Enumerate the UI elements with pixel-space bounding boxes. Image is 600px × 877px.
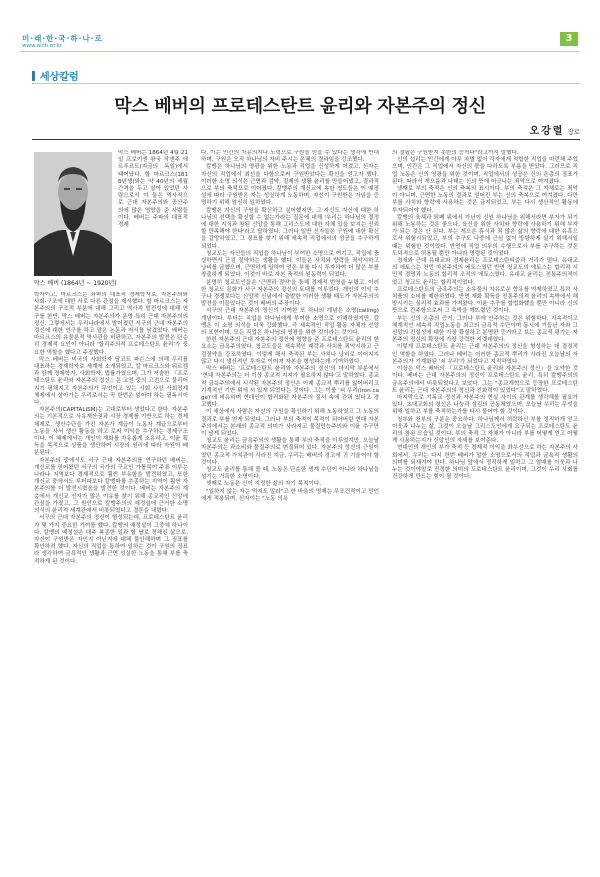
article-paragraph: 이 세상에서 사람은 자신의 구원을 확신하기 위해 노동하였고 그 노동의 결과로 부를 얻게 되었다. 그러나 부의 축적이 목적이 되어버린 현대 자본주의에서는 본래의 종교적 의미가 사라지고 물질만능주의와 이윤 추구만이 남게 되었다. xyxy=(201,409,379,437)
article-title: 막스 베버의 프로테스탄트 윤리와 자본주의 정신 xyxy=(114,96,486,117)
page-number-badge: 3 xyxy=(560,32,578,46)
article-paragraph: 막스 베버는 '프로테스탄트 윤리와 자본주의 정신'의 마지막 부분에서 '현대 자본주의는 더 이상 종교적 지지가 필요하지 않다'고 말하였다. 종교적 금욕주의에서 시작된 자본주의 정신은 이제 종교적 뿌리를 잃어버리고 기계적인 기반 위에 서 있게 되었다는 것이다. 그는 이를 '쇠 우리(iron cage)'에 비유하며 현대인이 합리화된 자본주의 질서 속에 갇혀 있다고 경고했다. xyxy=(201,366,379,409)
article-paragraph: 서구의 근대 자본주의 정신이 형성되는데, 프로테스탄트 윤리가 몇 가지 중요한 기여를 했다. 칼뱅의 예정설이 그중에 하나이다. 칼뱅의 예정설은 대주 복종한 일과 할 날로 정해진 삶으로, 자신이 구원받은 자인지 아닌지에 대해 불안해하며 그 징표를 확인하려 했다. 자신의 직업을 통하여 일하는 것이 구원의 징표라 생각하여 금욕적인 생활과 근면 성실한 노동을 통해 부를 축적하게 된 것이다. xyxy=(34,515,188,565)
article-paragraph: 자본주의 중에서도 서구 근대 자본주의를 연구하던 베버는, 개신교를 믿어왔던 서구의 국가의 구교인 가톨릭이 주류 이루는 나라나 지역보다 경제적으로 훨씬 부유함을 발견하였고, 또한 개신교 중에서도 루터파보다 칼뱅파를 추종하는 지역이 훨씬 자본주의를 더 발전시켰음을 발견한 것이다. 베버는 자본주의 계층에서 개신교 신자가 많은 이유를 찾기 위해 종교적인 신앙에 관심을 가졌고, 그 원인으로 칼뱅주의의 예정설에 근거한 소명 의식의 윤리적 세계관에서 비롯되었다고 결론을 내렸다. xyxy=(34,457,188,515)
article-paragraph: 칼뱅은 자신의 구원을 확신하고 싶어했지만, 그 자신도 자신에 대한 하나님의 선택을 확신할 수 없는가라는 질문에 대해 '우리는 하나님의 결정에 대한 지식과 참된 신앙을 통해 그리스도에 대한 자체 있을 보지는 신뢰할 만족해야 한다'라고 답하였다. 그러나 일반 신자들은 구원에 대한 확신을 갈망하였고, 그 징표를 찾기 위해 세속적 직업에서의 성공을 추구하게 되었다. xyxy=(201,207,379,250)
article-paragraph: 이상은 막스 베버의 『프로테스탄트 윤리와 자본주의 정신』을 요약한 것이다. 베버는 근대 자본주의의 정신이 프로테스탄트 윤리, 특히 칼뱅주의의 금욕주의에서 비롯되었다고 보았다. 그는 "종교개혁으로 등장한 프로테스탄트 윤리는 근대 자본주의의 정신과 친화력이 있었다"고 말하였다. xyxy=(392,366,578,394)
article-paragraph: 정세와 근대 유대교와 경제윤리는 프로테스탄티즘과 거리가 멀다. 유대교의 에토스는 천민 자본주의의 에토스였던 반면 청교도의 에토스는 합리적 시민적 경영과 노동의 합리적 조직의 에토스였다. 유대교 윤리는 전통주의적이었고 청교도 윤리는 합리적이었다. xyxy=(392,258,578,286)
section-divider xyxy=(32,83,580,84)
section-tag xyxy=(32,68,79,83)
article-column-2 xyxy=(201,150,379,857)
publication-title: 미·래·한·국·하·나·로 xyxy=(22,34,103,43)
article-paragraph: 신의 섭리는 인간에게 아무 차별 없이 각자에게 적합한 직업을 마련해 주었으며, 인간은 그 직업에서 자신의 몫을 다하도록 부름을 받았다. 그러므로 직업 노동은 신의 영광을 위한 것이며, 직업에서의 성공은 신의 은총의 징표가 된다. 따라서 게으름과 나태는 신의 뜻에 어긋나는 죄악으로 여겨졌다. xyxy=(392,157,578,185)
photo-caption: 막스 베버 (1864년 ~ 1920년) xyxy=(34,280,117,287)
article-paragraph: 청교도 윤리를 통해 볼 때, 노동은 단순한 생계 수단이 아니라 하나님을 섬기는 거룩한 소명이다. xyxy=(201,466,379,481)
section-tag-label: 세상칼럼 xyxy=(40,72,79,83)
header-divider xyxy=(20,51,580,52)
article-paragraph: 셋째로 노동은 신이 지정한 삶의 자기 목적이다. xyxy=(206,481,322,488)
article-paragraph: 서구의 근대 자본주의 정신의 기여한 또 하나의 개념은 소명(calling) 개념이다. 루터는 직업을 하나님에게 부여한 소명으로 이해하였지만, 칼뱅은 이 소명 의식을 더욱 강화했다. 즉 세속적인 직업 활동 자체가 신앙의 표현이며, 모든 직업은 하나님의 영광을 위한 것이라는 것이다. xyxy=(201,308,379,337)
article-paragraph: 학자이고, 마르크스는 좌파의 대표적 경제학자로, 자본주의와 사회·구조에 대한 서로 다른 관점을 제시했다. 할 마르크스는 자본주의의 구조적 부분에 대해 그리고 역사적 발전성에 대해 연구를 한반, 막스 베버는 자본주의가 운영 특히 근대 자본주의의 정신, 그렇에서는 우리나라에서 발어졌던 서구의 근대 자본주의 정신에 대한 연구를 하고 말은 논문과 저서를 남겼었다. 베버는 마르크스의 유물론적 역사관을 비판하고, 자본주의 발전은 단순히 경제적 요인이 아니라 '합리주의적 프로테스탄트 윤리'가 중요한 역할을 했다고 주장했다. xyxy=(34,292,188,356)
article-column-1-bottom xyxy=(34,292,188,857)
article-paragraph: 의 결핍은 구원받지 못한의 증거다"라고까지 말했다. xyxy=(392,150,519,156)
article-paragraph: 자본주의(CAPITALISM)는 고대로부터 생었다고 한다. 자본주의는 기본적으로 사유재산권과 시장 경제를 기반으로 하는 경제 체제로, 생산수단을 가진 자본가 계급이 노동자 계급으로부터 노동을 사서 생산 활동을 하고 로써 이익을 추구하는 경제구조이다. 이 체제에서는 개인이 재화를 자유롭게 소유하고, 이윤 획득을 목적으로 상품을 생산하여 시장의 원리에 따라 자원이 배분된다. xyxy=(34,407,188,457)
article-paragraph: 다. 이는 인간의 자유의지나 노력으로 구원을 얻을 수 있다는 생각에 반대하며, 구원은 오직 하나님의 자비 주시는 은혜의 결과임을 강조했다. xyxy=(201,150,379,164)
article-paragraph: 칼뱅은 하나님의 영광을 위한 노동과 직업을 신성하게 여겼고, 신자는 자신의 직업에서 최선을 다함으로써 구원받았다는 확신을 얻고자 했다. 이러한 소명 의식은 근면과 검약, 절제의 생활 윤리를 만들어냈고, 결과적으로 부의 축적으로 이어졌다. 칼뱅주의 개신교에 속한 청도들은 이 예정설에 따라 구원받은 자는 성실하게 노동하며, 자신이 구원받은 자임을 증명하기 위해 열심히 일하였다. xyxy=(201,164,379,207)
section-bar-icon xyxy=(32,71,35,81)
article-paragraph: 이렇게 프로테스탄트 윤리는 근대 자본주의의 정신을 형성하는 데 결정적인 역할을 하였다. 그러나 베버는 이러한 종교적 뿌리가 사라진 오늘날의 자본주의가 기계화된 '쇠 우리'가 되었다고 지적하였다. xyxy=(392,344,578,365)
article-column-1-top xyxy=(118,150,188,290)
article-paragraph: 청교도는 자신들의 직업을 하나님이 부여한 소명으로 여기고, 직업에 충실하면서 근검 절약하는 생활을 했다. 이들은 사치와 향락을 죄악시하고 낭비를 금했으며, 근면하게 일하여 얻은 부를 다시 투자하여 더 많은 부를 창출하게 되었다. 이것이 바로 자본 축적의 원동력이 되었다. xyxy=(201,250,379,279)
article-paragraph: 프로테스탄트의 금욕주의는 소유물의 자유로운 향유를 억제하였고 특히 사치품의 소비를 제한하였다. 반면 재화 획득을 전통주의적 윤리의 속박에서 해방시키는 심리적 효과를 가져왔다. 이윤 추구를 합법화했을 뿐만 아니라 신의 뜻으로 간주함으로써 그 속박을 깨뜨렸던 것이다. xyxy=(392,286,578,315)
article-paragraph: 부는 신의 은총의 증거, 그러나 부에 안주하는 것은 위험하다. 지속적이고 체계적인 세속적 직업노동을 최고의 금욕적 수단이며 동시에 거듭난 자와 그 신앙의 진실성에 대한 가장 확실하고 분명한 증거라고 보는 종교적 평가는 자본주의 정신의 확장에 가장 강력한 지렛대였다. xyxy=(392,315,578,344)
article-paragraph: 마지막으로 기독교 정신과 자본주의 현실 사이의 관계를 생각해볼 필요가 있다. 초대교회의 정신은 나눔과 섬김의 공동체였으며, 오늘날 우리는 무엇을 위해 일하고 부를 축적하는가를 다시 물어야 할 것이다. xyxy=(392,394,578,416)
article-paragraph: 막스 베버는 미국의 사회학자 탈코트 파슨스에 의해 우리를 대표하는 경제학자로 세계에 소개되었고, 칼 마르크스와 뒤르켐과 함께 경제학자, 사회학자, 법률가였으며, 그가 저술한 『프로테스탄트 윤리와 자본주의 정신』은 고전 중의 고전으로 불리어지기 평해지고 자본주의가 무엇이고 있는 사회 사상 사회경제 체제에서 살아가는 우리로서는 꼭 한번은 읽어야 하는 필독서이다. xyxy=(34,356,188,407)
article-paragraph: 분명히 청교도인들은 '근면과 절약'을 통해 경제적 번영을 누렸고, 이러한 청교도 문화가 서구 자본주의 정신의 토대를 이루었다. 개인의 이익 추구나 경쟁보다는 신앙적 신념에서 출발한 이러한 생활 태도가 자본주의의 발전을 이끌었다는 것이 베버의 주장이다. xyxy=(201,279,379,308)
article-column-3 xyxy=(392,150,578,857)
article-paragraph: 현대인의 개인의 부가 축적 등 경제적 이익을 최우선으로 하는 자본주의 사회에서, 우리는 다시 한번 베버가 말한 소명으로서의 직업과 금욕적 생활의 의미를 되새겨야 한다. 하나님 앞에서 정직하게 일하고 그 열매를 이웃과 나누는 것이야말로 진정한 의미의 프로테스탄트 윤리이며, 그것이 우리 사회를 건강하게 만드는 힘이 될 것이다. xyxy=(392,445,578,481)
author-name: 오강렬 xyxy=(529,126,565,137)
article-paragraph: 넷째로 부의 축적은 신의 축복의 표시이다. 부의 축적은 그 자체로는 죄악이 아니며, 근면한 노동의 결과로 얻어진 부는 신의 축복으로 여겨졌다. 다만 부를 사치와 향락에 사용하는 것은 금지되었고, 부는 다시 생산적인 활동에 투자되어야 했다. xyxy=(392,186,578,214)
page-header xyxy=(0,0,600,52)
article-paragraph: "일하지 않는 자는 먹지도 말라"고 한 바울의 명제는 무조건적이고 만인에게 적용되며, 신자이는 "노동 의욕 xyxy=(201,488,379,502)
article-paragraph: 칼뱅의 육체과 퇴폐 위에서 가난이 신원 하나님을 위해서라면 부자가 되기 위해 노동하는 것은 좋으나, 육신을 위한 사치와 향락에 사용하기 위해 부자가 되는 것은 안 된다. 부는 게으른 휴식과 죄 많은 삶의 향락에 대한 유혹으로서 위험시되었고, 부의 추구도 나중에 근심 없이 방탕하게 살기 위해서일 때는 위험한 것이었다. 반면에 직업 의무의 수행으로서 부를 추구하는 것은 도덕적으로 허용될 뿐만 아니라 명령된 것이었다. xyxy=(392,214,578,257)
portrait-illustration xyxy=(34,152,112,276)
author-role: 장로 xyxy=(567,128,580,136)
article-paragraph: 청부와 천부의 구분은 중요하다. 하나님께서 허락하신 부를 정직하게 얻고 이웃과 나누는 삶, 그것이 오늘날 그리스도인에게 요구되는 프로테스탄트 윤리의 참된 모습일 것이다. 부의 축적 그 자체가 아니라 부를 어떻게 얻고 어떻게 사용하는지가 신앙인의 자세를 보여준다. xyxy=(392,416,578,445)
author-byline xyxy=(529,122,580,137)
article-paragraph: 청교도 윤리는 금욕주의의 생활을 통해 부의 축적을 이루었지만, 오늘날 자본주의는 과소비와 물질주의로 변질되어 있다. 자본주의 정신의 근원이었던 종교적 가치관이 사라진 지금, 우리는 베버의 경고에 귀 기울여야 할 것이다. xyxy=(201,438,379,466)
article-paragraph: 한편 자본주의 근대 자본주의 정신에 영향을 준 프로테스탄트 윤리의 한 요소는 금욕주의였다. 청교도들은 세속적인 쾌락과 사치를 죄악시하고 근검절약을 강조하였다. 이렇게 해서 축적된 부는 사치나 낭비로 이어지지 않고 다시 생산적인 투자로 이어져 자본을 형성하는데 기여하였다. xyxy=(201,337,379,365)
author-divider xyxy=(32,139,580,140)
portrait-photo xyxy=(34,152,112,276)
publication-url: www.aich.or.kr xyxy=(22,43,63,49)
article-paragraph: 막스 베버는 1864년 4월 21일 프로이센 왕국 작센주 에르푸르트(지금의 독일)에서 태어났다. 할 마르크스(1818년생)와는 약 40년의 세월 간격을 두고 살아 있었던 사람으로서 이 둘은 역사적으로 근대 자본주의와 공산주의에 많은 영향을 준 사람들이다. 베버는 주파의 대표적 경제 xyxy=(118,150,188,229)
